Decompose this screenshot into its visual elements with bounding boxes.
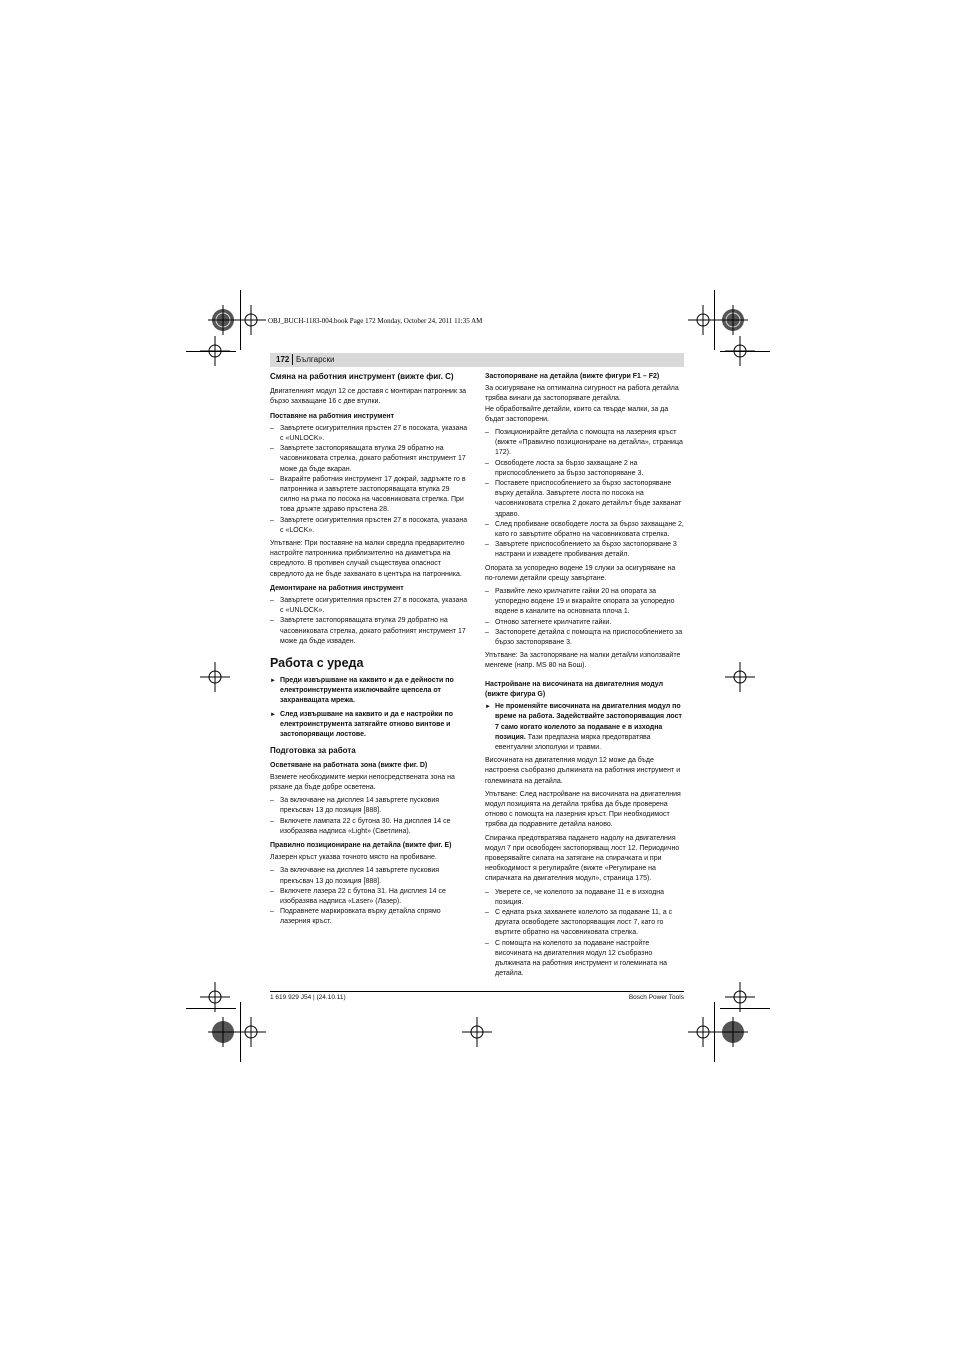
list-item: – За включване на дисплея 14 завъртете пусковия прекъсвач 13 до позиция [888]. [270,796,470,816]
right-column [485,372,685,982]
footer-rule [270,991,684,992]
crop-line [240,290,241,350]
paragraph: Вземете необходимите мерки непосредствената зона на рязане да бъде добре осветена. [270,773,455,791]
chapter-title: Работа с уреда [270,656,364,671]
paragraph: Височината на двигателния модул 12 може да бъде настроена съобразно дължината на работния инструмент и големината на детайла. [485,757,681,785]
paragraph: Спирачка предотвратява падането надолу на двигателния модул 7 при освободен застопоряващ лост 12. Периодично проверявайте силата на затягане на спирачката и при необходимост я регулирайте (вижте «Регулиране на спирачката на двигателния модул», страница 175). [485,834,680,883]
warning-item: ► Преди извършване на каквито и да е дейности по електроинструмента изключвайте щепсела от захранващата мрежа. [270,676,470,707]
paragraph: Опората за успоредно водене 19 служи за осигуряване на по-големи детайли срещу завъртане. [485,564,676,582]
list-item: – Отново затегнете крилчатите гайки. [485,618,685,628]
paragraph: Лазерен кръст указва точното място на пробиване. [270,854,437,862]
footer-doc-number: 1 619 929 J54 | (24.10.11) [270,994,346,1001]
section-title: Смяна на работния инструмент (вижте фиг. C) [270,372,454,381]
subsection-title: Осветяване на работната зона (вижте фиг. D) [270,761,428,769]
warning-item: ► След извършване на каквито и да е настройки по електроинструмента затягайте отново винтове и застопоряващи лостове. [270,710,470,741]
crosshair-target-icon [462,1017,492,1047]
crosshair-target-icon [725,662,755,692]
footer-brand: Bosch Power Tools [628,994,684,1001]
paragraph: За осигуряване на оптимална сигурност на работа детайла трябва винаги да застопорявате детайла. [485,385,679,403]
list-item: – Застопорете детайла с помощта на приспособлението за бързо застопоряване 3. [485,628,685,648]
list-item: – Уверете се, че колелото за подаване 11 е в изходна позиция. [485,888,685,908]
step-list [270,424,470,536]
step-list [485,428,685,561]
step-list [270,796,470,837]
warning-item [485,702,685,753]
list-item: – Завъртете осигурителния пръстен 27 в посоката, указана с «UNLOCK». [270,596,470,616]
registration-mark-icon [718,305,748,335]
registration-mark-icon [208,305,238,335]
subsection-title: Застопоряване на детайла (вижте фигури F1 – F2) [485,373,660,380]
list-item: – Завъртете осигурителния пръстен 27 в посоката, указана с «LOCK». [270,516,470,536]
subsection-title: Настройване на височината на двигателния модул (вижте фигура G) [485,680,664,698]
crop-line [186,1008,236,1009]
step-list [270,596,470,647]
list-item: – Поставете приспособлението за бързо застопоряване върху детайла. Завъртете лоста по посока на часовниковата стрелка 2 докато детайлът бъде захванат здраво. [485,479,685,520]
list-item: – С помощта на колелото за подаване настройте височината на двигателния модул 12 съобразно дължината на работния инструмент и големината на детайла. [485,939,685,980]
subsection-title: Правилно позициониране на детайла (вижте фиг. E) [270,841,452,849]
crop-line [714,1002,715,1062]
crop-line [720,1008,770,1009]
crosshair-target-icon [200,662,230,692]
paragraph: Двигателният модул 12 се доставя с монтиран патронник за бързо захващане 16 с две втулки. [270,388,467,406]
paragraph: Не обработвайте детайли, които са твърде малки, за да бъдат застопорени. [485,405,669,423]
subsection-title: Демонтиране на работния инструмент [270,584,404,592]
registration-mark-icon [208,1017,238,1047]
list-item: – Позиционирайте детайла с помощта на лазерния кръст (вижте «Правилно позициониране на детайла», страница 172). [485,428,685,459]
step-list [485,587,685,648]
list-item: – С едната ръка захванете колелото за подаване 11, а с другата освободете застопоряващия лост 7, като го въртите обратно на часовниковата стрелка. [485,908,685,939]
left-column [270,372,470,931]
file-header: OBJ_BUCH-1183-004.book Page 172 Monday, October 24, 2011 11:35 AM [268,317,483,325]
crop-line [240,1002,241,1062]
step-list [485,888,685,980]
note-paragraph: Упътване: За застопоряване на малки детайли използвайте менгеме (напр. MS 80 на Бош). [485,652,681,670]
subsection-title: Поставяне на работния инструмент [270,412,395,420]
list-item: – Завъртете застопоряващата втулка 29 добратно на часовниковата стрелка, докато работният инструмент 17 може да бъде изваден. [270,616,470,647]
page-header-bar [270,353,684,367]
crop-line [720,351,770,352]
crop-line [714,290,715,350]
list-item: – Завъртете осигурителния пръстен 27 в посоката, указана с «UNLOCK». [270,424,470,444]
list-item: – Подравнете маркировката върху детайла спрямо лазерния кръст. [270,907,470,927]
registration-mark-icon [718,1017,748,1047]
list-item: – Включете лампата 22 с бутона 30. На дисплея 14 се изобразява надписа «Light» (Светлина). [270,817,470,837]
section-title: Подготовка за работа [270,746,356,756]
note-paragraph: Упътване: След настройване на височината на двигателния модул позицията на детайла трябва да бъде проверена отново с помощта на лазерния кръст. При необходимост трябва да подравните детайла наново. [485,790,681,829]
page-number: 172 [276,355,290,364]
step-list [270,866,470,927]
list-item: – Завъртете застопоряващата втулка 29 обратно на часовниковата стрелка, докато работният инструмент 17 може да бъде вкаран. [270,444,470,475]
warning-tail: Тази предпазна мярка предотвратява евентуални злополуки и травми. [495,733,651,751]
divider [292,354,293,365]
list-item: – Развийте леко крилчатите гайки 20 на опората за успоредно водене 19 и вкарайте опората за успоредно водене в каналите на основната плоча 1. [485,587,685,618]
list-item: – За включване на дисплея 14 завъртете пусковия прекъсвач 13 до позиция [888]. [270,866,470,886]
note-paragraph: Упътване: При поставяне на малки свредла предварително настройте патронника приблизително на диаметъра на свредлото. В противен случай съществува опасност свредлото да не бъде захванато в центъра на патронника. [270,540,465,578]
list-item: – Освободете лоста за бързо захващане 2 на приспособлението за бързо застопоряване 3. [485,459,685,479]
list-item: – Завъртете приспособлението за бързо застопоряване 3 настрани и извадете пробивания детайл. [485,540,685,560]
list-item: – След пробиване освободете лоста за бързо захващане 2, като го завъртите обратно на часовниковата стрелка. [485,520,685,540]
crop-line [186,351,236,352]
list-item: – Включете лазера 22 с бутона 31. На дисплея 14 се изобразява надписа «Laser» (Лазер). [270,887,470,907]
language-label: Български [296,355,335,364]
list-item: – Вкарайте работния инструмент 17 докрай, задръжте го в патронника и завъртете застопоряващата втулка 29 силно на ръка по посока на часовниковата стрелка. При това дръжте здраво пръстена 28. [270,475,470,516]
warning-text: Не променяйте височината на двигателния модул по време на работа. Задействайте застопоряващия лост 7 само когато колелото за подаване е в изходна позиция. [495,703,682,741]
